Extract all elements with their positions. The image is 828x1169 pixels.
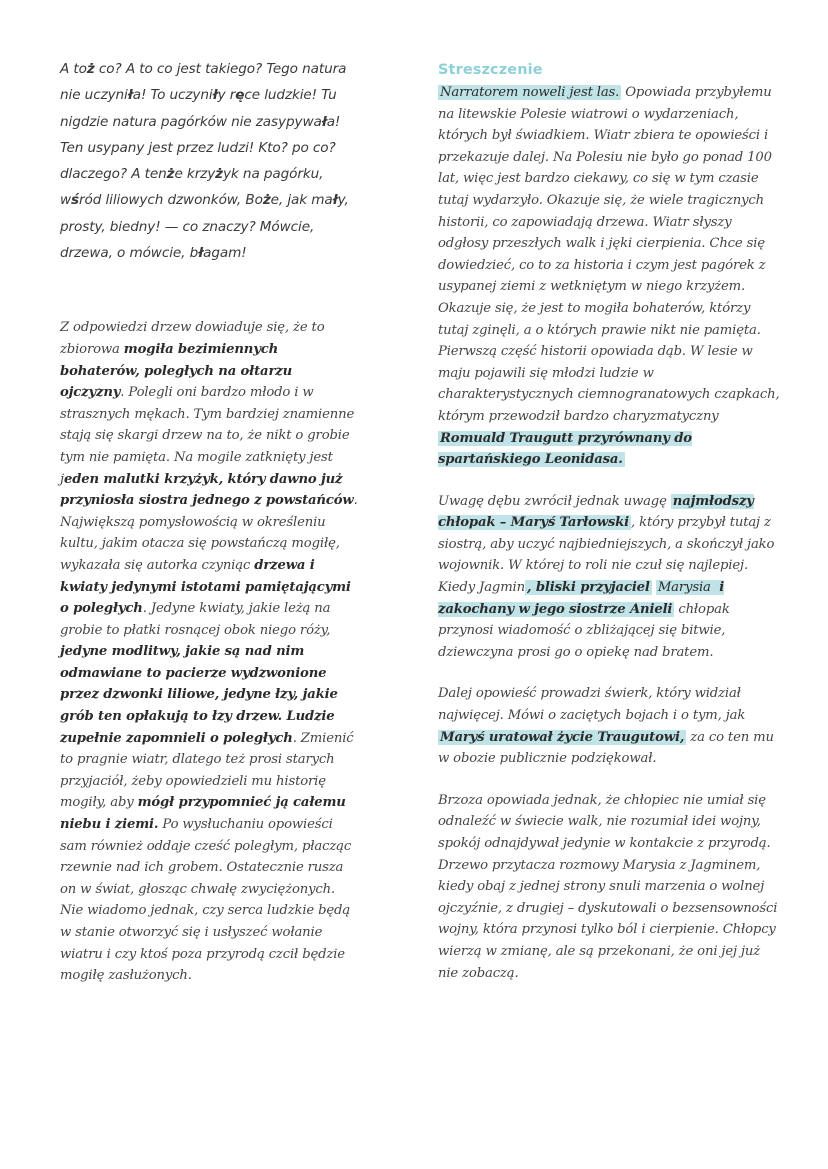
text-fragment: . Zmienić to pragnie wiatr, dlatego też prosi starych przyjaciół, żeby opowiedzieli mu historię mogiły, aby — [60, 730, 354, 811]
highlighted-bold-phrase: Romuald Traugutt przyrównany do spartańskiego Leonidasa. — [438, 430, 692, 468]
highlighted-bold-phrase: Maryś uratował życie Traugutowi, — [440, 729, 685, 745]
highlighted-phrase: Narratorem noweli jest las. — [440, 85, 620, 100]
quote-bold-letter: ł — [127, 87, 133, 104]
highlighted-bold-phrase: najmłodszy chłopak – Maryś Tarłowski — [438, 493, 754, 531]
quote-bold-letter: ś — [71, 192, 80, 209]
quote-fragment: e krzy — [174, 166, 216, 183]
quote-bold-letter: ł — [198, 245, 204, 262]
highlighted-phrase: Marysia — [657, 580, 711, 596]
left-column — [60, 56, 360, 987]
summary-paragraph — [438, 790, 780, 984]
text-fragment: za co ten mu w obozie publicznie podziękował. — [438, 729, 774, 767]
left-paragraph — [60, 317, 360, 986]
text-fragment: Po wysłuchaniu opowieści sam również oddaje cześć poległym, płacząc rzewnie nad ich grobem. Ostatecznie rusza on w świat, głosząc chwałę zwyciężonych. Nie wiadomo jednak, czy serca ludzkie będą w stanie otworzyć się i usłyszeć wołanie wiatru i czy ktoś poza przyrodą czcił będzie mogiłę zasłużonych. — [60, 817, 352, 984]
quote-bold-letter: ż — [262, 192, 271, 209]
section-title: Streszczenie — [438, 62, 543, 78]
quote-fragment: y r — [217, 87, 236, 104]
quote-fragment: e, jak ma — [270, 192, 333, 209]
text-fragment: . Jedyne kwiaty, jakie leżą na grobie to płatki rosnącej obok niego róży, — [60, 601, 331, 638]
bold-phrase: eden malutki krzyżyk, który dawno już przyniosła siostra jednego z powstańców — [60, 471, 354, 509]
quote-fragment: a! To uczyni — [132, 87, 213, 104]
text-fragment: , który przybył tutaj z siostrą, aby uczyć najbiedniejszych, a skończył jako wojownik. W której to roli nie czuł się najlepiej. Kiedy Jagmin — [438, 515, 775, 596]
quote-bold-letter: ę — [235, 87, 245, 104]
summary-body — [438, 82, 780, 984]
bold-phrase: drzewa i kwiaty jedynymi istotami pamiętającymi o poległych — [60, 557, 351, 617]
text-fragment: Uwagę dębu zwrócił jednak uwagę — [438, 493, 671, 509]
bold-phrase: mógł przypomnieć ją całemu niebu i ziemi. — [60, 795, 346, 833]
text-fragment: Opowiada przybyłemu na litewskie Polesie wiatrowi o wydarzeniach, których był świadkiem. Wiatr zbiera te opowieści i przekazuje dalej. Na Polesiu nie było go ponad 100 lat, więc jest bardzo ciekawy, co się w tym czasie tutaj wydarzyło. Okazuje się, że wiele tragicznych historii, co zapowiadają drzewa. Wiatr słyszy odgłosy przeszłych walk i jęki cierpienia. Chce się dowiedzieć, co to za historia i czym jest pagórek z usypanej ziemi z wetkniętym w niego krzyżem. Okazuje się, że jest to mogiła bohaterów, którzy tutaj zginęli, a o których prawie nikt nie pamięta. — [438, 85, 772, 338]
quote-fragment: a! Ten usypany jest przez ludzi! Kto? po co? dlaczego? A ten — [60, 113, 341, 183]
summary-paragraph — [438, 491, 780, 664]
bold-phrase: jedyne modlitwy, jakie są nad nim odmawiane to pacierze wydzwonione przez dzwonki liliowe, jedyne łzy, jakie grób ten opłakują to łzy drzew. Ludzie zupełnie zapomnieli o poległych — [60, 644, 338, 746]
quote-fragment: y, prosty, biedny! — co znaczy? Mówcie, drzewa, o mówcie, b — [60, 192, 349, 262]
right-column — [438, 62, 780, 984]
text-fragment: Z odpowiedzi drzew dowiaduje się, że to zbiorowa — [60, 320, 325, 357]
text-fragment: Pierwszą część historii opowiada dąb. W lesie w maju pojawili się młodzi ludzie w charakterystycznych ciemnogranatowych czapkach, którym przewodził bardzo charyzmatyczny — [438, 344, 780, 424]
quote-bold-letter: ł — [321, 113, 327, 130]
quote-fragment: co? A to co jest takiego? Tego natura nie uczyni — [60, 61, 347, 104]
bold-phrase: mogiła bezimiennych bohaterów, poległych na ołtarzu ojczyzny — [60, 341, 293, 401]
text-fragment: Dalej opowieść prowadzi świerk, który widział najwięcej. Mówi o zaciętych bojach i o tym, jak — [438, 686, 746, 724]
text-fragment: . Największą pomysłowością w określeniu kultu, jakim otacza się powstańczą mogiłę, wykazała się autorka czyniąc — [60, 493, 358, 573]
text-fragment: Brzoza opowiada jednak, że chłopiec nie umiał się odnaleźć w świecie walk, nie rozumiał idei wojny, spokój odnajdywał jedynie w kontakcie z przyrodą. Drzewo przytacza rozmowy Marysia z Jagminem, kiedy obaj z jednej strony snuli marzenia o wolnej ojczyźnie, z drugiej – dyskutowali o bezsensowności wojny, która przynosi tylko ból i cierpienie. Chłopcy wierzą w zmianę, ale są przekonani, że oni jej już nie zobaczą. — [438, 792, 778, 981]
quote-bold-letter: ż — [215, 166, 223, 183]
quote-fragment: agam! — [203, 245, 247, 262]
quote-fragment: yk na pagórku, w — [60, 166, 324, 209]
quote-bold-letter: ł — [332, 192, 338, 209]
quote-fragment: A to — [60, 61, 87, 77]
highlighted-bold-phrase: i zakochany w jego siostrze Anieli — [438, 580, 725, 617]
quote-fragment: ród liliowych dzwonków, Bo — [79, 192, 263, 209]
text-fragment: . Polegli oni bardzo młodo i w strasznych mękach. Tym bardziej znamienne stają się skargi drzew na to, że nikt o grobie tym nie pamięta. Na mogile zatknięty jest j — [60, 385, 355, 487]
text-fragment: chłopak przynosi wiadomość o zbliżającej się bitwie, dziewczyna prosi go o opiekę nad bratem. — [438, 601, 730, 660]
highlighted-bold-phrase: , bliski przyjaciel — [526, 580, 650, 596]
summary-paragraph — [438, 82, 780, 471]
quote-fragment: ce ludzkie! Tu nigdzie natura pagórków nie zasypywa — [60, 87, 337, 130]
quote-bold-letter: ł — [212, 87, 218, 104]
quote-bold-letter: ż — [86, 61, 95, 77]
summary-paragraph — [438, 683, 780, 769]
quote-bold-letter: ż — [166, 166, 175, 183]
quote-text — [60, 56, 360, 266]
